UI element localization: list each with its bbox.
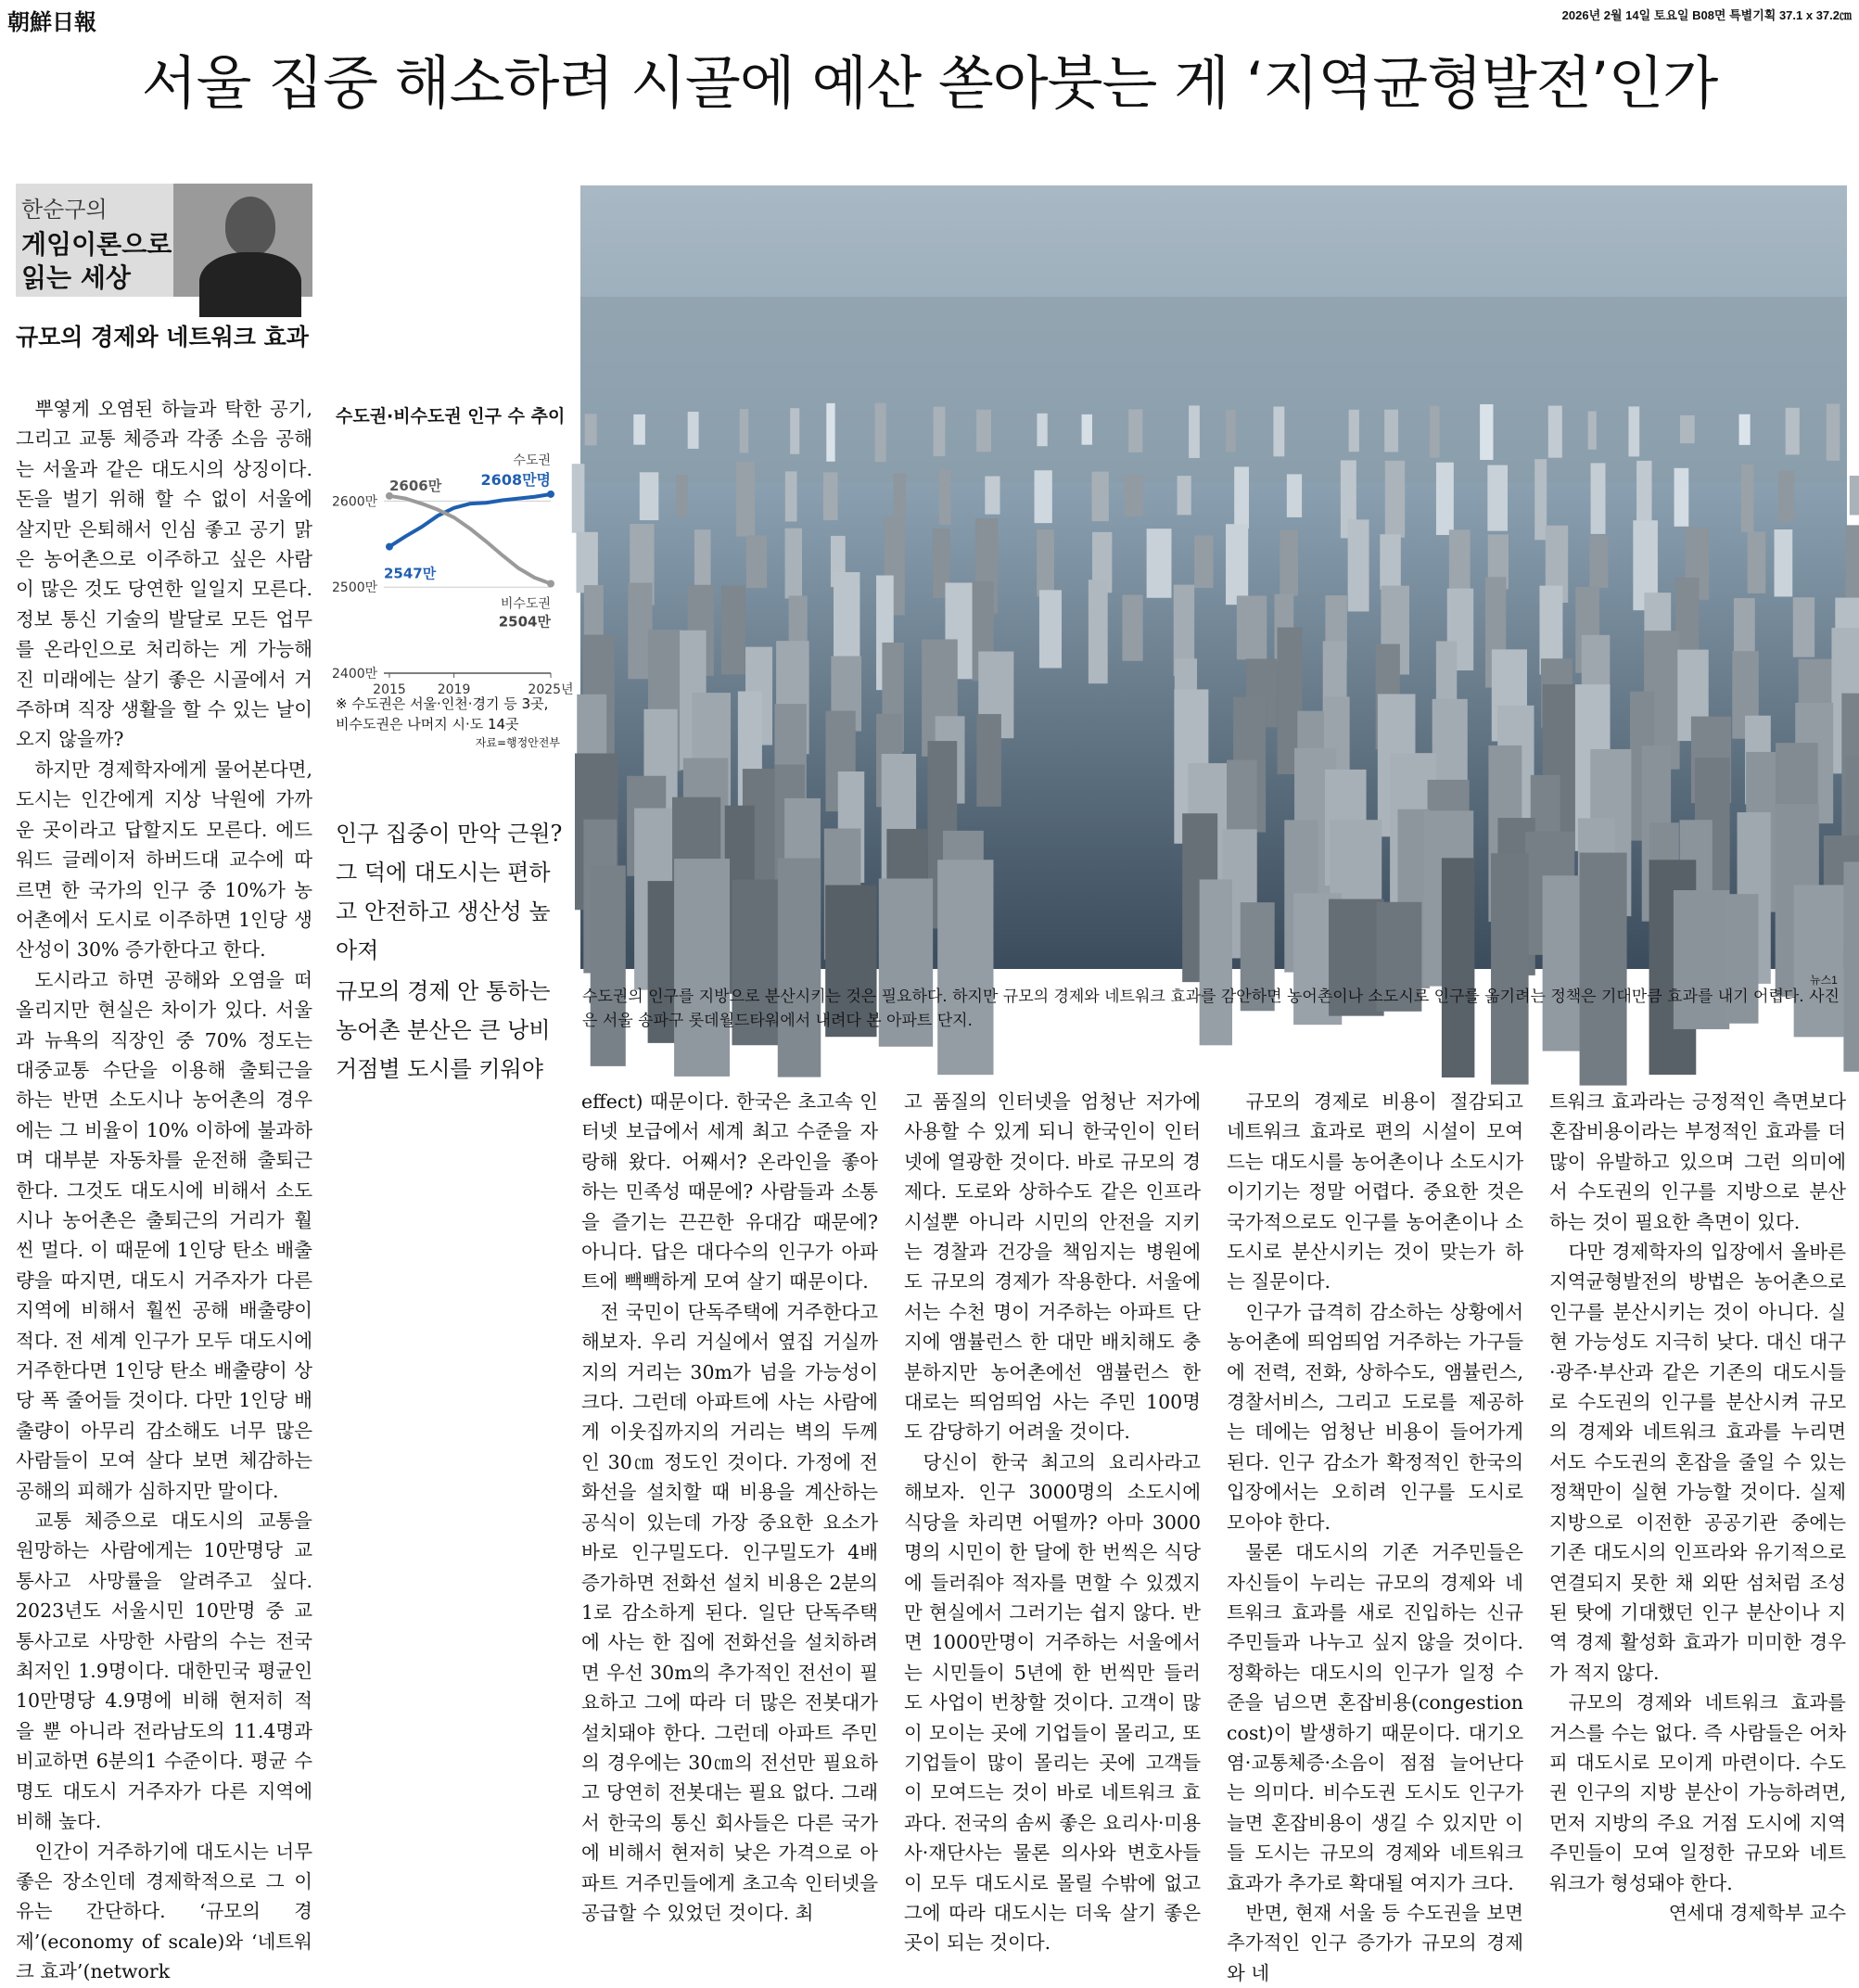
paragraph: 규모의 경제로 비용이 절감되고 네트워크 효과로 편의 시설이 모여드는 대도시를 농어촌이나 소도시가 이기기는 정말 어렵다. 중요한 것은 국가적으로도 인구를 농어촌이나 소도시로 분산시키는 것이 맞는가 하는 질문이다. [1227,1090,1523,1293]
paragraph: 전 국민이 단독주택에 거주한다고 해보자. 우리 거실에서 옆집 거실까지의 거리는 30m가 넘을 가능성이 크다. 그런데 아파트에 사는 사람에게 이웃집까지의 거리는 벽의 두께인 30㎝ 정도인 것이다. 가정에 전화선을 설치할 때 비용을 계산하는 공식이 있는데 가장 중요한 요소가 바로 인구밀도다. 인구밀도가 4배 증가하면 전화선 설치 비용은 2분의1로 감소하게 된다. 일단 단독주택에 사는 한 집에 전화선을 설치하려면 우선 30m의 추가적인 전선이 필요하고 그에 따라 더 많은 전봇대가 설치돼야 한다. 그런데 아파트 주민의 경우에는 30㎝의 전선만 필요하고 당연히 전봇대는 필요 없다. 그래서 한국의 통신 회사들은 다른 국가에 비해서 현저히 낮은 가격으로 아파트 거주민들에게 초고속 인터넷을 공급할 수 있었던 것이다. 최 [581,1300,878,1924]
photo-building [1548,406,1562,458]
photo-building [1442,858,1475,1077]
photo-building [1827,403,1840,460]
subheading: 규모의 경제와 네트워크 효과 [16,324,309,350]
photo-building [1280,530,1298,596]
photo-building [1850,476,1859,515]
chart-note: ※ 수도권은 서울·인천·경기 등 3곳, 비수도권은 나머지 시·도 14곳 [336,695,549,733]
paragraph: effect) 때문이다. 한국은 초고속 인터넷 보급에서 세계 최고 수준을 자랑해 왔다. 어째서? 온라인을 좋아하는 민족성 때문에? 사람들과 소통을 즐기는 끈끈한 유대감 때문에? 아니다. 답은 대다수의 인구가 아파트에 빽빽하게 모여 살기 때문이다. [581,1090,878,1293]
photo-building [1741,465,1754,532]
pull-quote-1: 인구 집중이 만악 근원? 그 덕에 대도시는 편하고 안전하고 생산성 높아져 [336,821,563,963]
photo-building [1384,410,1398,452]
paragraph: 반면, 현재 서울 등 수도권을 보면 추가적인 인구 증가가 규모의 경제와 네 [1227,1901,1523,1984]
photo-building [1589,535,1608,588]
paragraph: 규모의 경제와 네트워크 효과를 거스를 수는 없다. 즉 사람들은 어차피 대도시로 모이게 마련이다. 수도권 인구의 지방 분산이 가능하려면, 먼저 지방의 주요 거점 도시에 지역 주민들이 모여 일정한 규모와 네트워크가 형성돼야 한다. [1549,1691,1846,1894]
photo-building [1680,415,1695,443]
chart-title: 수도권·비수도권 인구 수 추이 [336,406,566,427]
photo-building [1273,406,1284,456]
photo-building [785,471,797,521]
photo-building [1194,535,1213,588]
data-label: 2606만 [389,477,442,494]
photo-building [1786,408,1800,455]
paragraph: 인구가 급격히 감소하는 상황에서 농어촌에 띄엄띄엄 거주하는 가구들에 전력, 전화, 상하수도, 앰뷸런스, 경찰서비스, 그리고 도로를 제공하는 데에는 엄청난 비용이 들어가게 된다. 인구 감소가 확정적인 한국의 입장에서는 오히려 인구를 도시로 모아야 한다. [1227,1300,1523,1534]
series-line-1: 한순구의 [21,197,108,223]
photo-building [1580,853,1627,1086]
series-badge [16,184,312,297]
photo-caption: 수도권의 인구를 지방으로 분산시키는 것은 필요하다. 하지만 규모의 경제와 네트워크 효과를 감안하면 농어촌이나 소도시로 인구를 옮기려는 정책은 기대만큼 효과를 내기 어렵다. 사진은 서울 송파구 롯데월드타워에서 내려다 본 아파트 단지. [582,988,1840,1030]
photo-building [1178,476,1191,515]
photo-building [591,865,626,1065]
paragraph: 하지만 경제학자에게 물어본다면, 도시는 인간에게 지상 낙원에 가까운 곳이라고 답할지도 모른다. 에드워드 글레이저 하버드대 교수에 따르면 한 국가의 인구 중 10%가 농어촌에서 도시로 이주하면 1인당 생산성이 30% 증가한다고 한다. [16,758,312,962]
chart-source: 자료=행정안전부 [475,736,560,749]
series-line-3: 읽는 세상 [21,262,131,293]
headline: 서울 집중 해소하려 시골에 예산 쏟아붓는 게 ‘지역균형발전’인가 [141,49,1718,117]
photo-building [1734,598,1755,656]
x-tick-label: 2025년 [528,682,574,697]
y-tick-label: 2400만 [332,667,378,682]
y-tick-label: 2600만 [332,494,378,510]
photo-building [937,860,993,1075]
data-point [547,491,554,498]
photo-building [585,414,597,445]
photo-building [572,464,585,532]
data-label: 2608만명 [480,470,551,489]
photo-building [1089,580,1108,683]
data-point [386,543,393,551]
photo-building [1039,590,1062,668]
photo-building [736,462,755,537]
photo-building [1793,597,1814,657]
author-portrait [173,184,312,297]
series-name-label: 비수도권 [500,596,551,612]
series-name-label: 수도권 [513,452,551,468]
column-5 [1549,1087,1846,1928]
paragraph: 뿌옇게 오염된 하늘과 탁한 공기, 그리고 교통 체증과 각종 소음 공해는 서울과 같은 대도시의 상징이다. 돈을 벌기 위해 할 수 없이 서울에 살지만 은퇴해서 인심 좋고 공기 맑은 농어촌으로 이주하고 싶은 사람이 많은 것도 당연한 일일지 모른다. 정보 통신 기술의 발달로 모든 업무를 온라인으로 처리하는 게 가능해진 미래에는 살기 좋은 시골에서 거주하며 직장 생활을 할 수 있는 날이 오지 않을까? [16,398,312,751]
photo-building [826,403,834,462]
photo-building [1436,463,1454,535]
photo-building [1843,861,1859,1071]
photo-building [1430,406,1440,458]
photo-building [785,529,802,599]
photo-building [740,409,749,452]
photo-building [1237,595,1267,659]
paragraph: 물론 대도시의 기존 거주민들은 자신들이 누리는 규모의 경제와 네트워크 효과를 새로 진입하는 신규 주민들과 나누고 싶지 않을 것이다. 정확하는 대도시의 인구가 일정 수준을 넘으면 혼잡비용(congestion cost)이 발생하기 때문이다. 대기오염·교통체증·소음이 점점 늘어난다는 의미다. 비수도권 도시도 인구가 늘면 혼잡비용이 생길 수 있지만 이들 도시는 규모의 경제와 네트워크 효과가 추가로 확대될 여지가 크다. [1227,1541,1523,1894]
photo-building [1491,853,1529,1084]
photo-building [1775,529,1793,596]
chart-plot [332,421,574,699]
photo-building [640,472,659,520]
photo-building [1748,531,1766,593]
photo-building [1380,534,1401,590]
photo-building [577,532,598,593]
photo-building [1147,529,1172,598]
author-byline: 연세대 경제학부 교수 [1668,1901,1846,1924]
photo-building [778,859,821,1077]
data-label: 2504만 [498,613,551,631]
x-tick-label: 2015 [373,682,406,697]
photo-building [823,472,838,520]
data-label: 2547만 [384,565,437,582]
aerial-photo [580,185,1847,969]
photo-building [790,408,799,454]
photo-building [674,859,730,1077]
photo-building [939,469,951,525]
photo-building [1534,459,1547,540]
series-line-2: 게임이론으로 [21,229,172,260]
photo-building [1124,475,1143,516]
photo-building [1385,461,1405,538]
column-1 [16,394,312,1987]
column-3 [904,1087,1201,1958]
photo-building [1234,466,1249,528]
paragraph: 다만 경제학자의 입장에서 올바른 지역균형발전의 방법은 농어촌으로 인구를 분산시키는 것이 아니다. 실현 가능성도 지극히 낮다. 대신 대구·광주·부산과 같은 기존의 대도시들로 수도권의 인구를 분산시켜 규모의 경제와 네트워크 효과를 누리면서도 수도권의 혼잡을 줄일 수 있는 정책만이 실현 가능할 것이다. 실제 지방으로 이전한 공공기관 중에는 기존 대도시의 인프라와 유기적으로 연결되지 못한 채 외딴 섬처럼 조성된 탓에 기대했던 인구 분산이나 지역 경제 활성화 효과가 미미한 경우가 적지 않다. [1549,1241,1846,1684]
photo-building [1287,474,1302,517]
photo-building [1591,463,1606,534]
photo-building [894,474,907,519]
photo-building [1128,409,1142,452]
paragraph: 인간이 거주하기에 대도시는 너무 좋은 장소인데 경제학적으로 그 이유는 간단하다. ‘규모의 경제’(economy of scale)와 ‘네트워크 효과’(network [16,1840,312,1983]
paragraph: 고 품질의 인터넷을 엄청난 저가에 사용할 수 있게 되니 한국인이 인터넷에 열광한 것이다. 바로 규모의 경제다. 도로와 상하수도 같은 인프라 시설뿐 아니라 시민의 안전을 지키는 경찰과 건강을 책임지는 병원에도 규모의 경제가 작용한다. 서울에서는 수천 명이 거주하는 아파트 단지에 앰뷸런스 한 대만 배치해도 충분하지만 농어촌에선 앰뷸런스 한 대로는 띄엄띄엄 사는 주민 100명도 감당하기 어려울 것이다. [904,1090,1201,1444]
photo-building [1480,404,1493,460]
photo-building [688,412,699,449]
population-chart [332,399,574,758]
photo-building [1226,524,1248,605]
photo-building [1449,529,1471,596]
photo-building [1226,410,1236,452]
photo-building [1122,594,1142,660]
pull-quote-2: 규모의 경제 안 통하는 농어촌 분산은 큰 낭비 거점별 도시를 키워야 [336,978,551,1082]
photo-building [985,477,1000,515]
photo-building [676,475,688,516]
column-4 [1227,1087,1523,1988]
photo-building [1189,405,1200,458]
paragraph: 도시라고 하면 공해와 오염을 떠올리지만 현실은 차이가 있다. 서울과 뉴욕의 직장인 중 70% 정도는 대중교통 수단을 이용해 출퇴근을 하는 반면 소도시나 농어촌의 경우에는 그 비율이 10% 이하에 불과하며 대부분 자동차를 운전해 출퇴근한다. 그것도 대도시에 비해서 소도시나 농어촌은 출퇴근의 거리가 훨씬 멀다. 이 때문에 1인당 탄소 배출량을 따지면, 대도시 거주자가 다른 지역에 비해서 훨씬 공해 배출량이 적다. 전 세계 인구가 모두 대도시에 거주한다면 1인당 탄소 배출량이 상당 폭 줄어들 것이다. 다만 1인당 배출량이 아무리 감소해도 너무 많은 사람들이 모여 살다 보면 체감하는 공해의 피해가 심하지만 말이다. [16,968,312,1502]
photo-building [1739,414,1751,445]
photo-building [934,407,946,457]
column-2 [581,1087,878,1928]
photo-building [1092,472,1109,522]
page-info: 2026년 2월 14일 토요일 B08면 특별기획 37.1 x 37.2㎝ [1561,8,1852,22]
photo-building [1035,470,1052,523]
photo-building [1628,406,1639,456]
photo-building [1588,411,1597,449]
data-point [547,580,554,587]
photo-building [1349,410,1359,452]
photo-building [1778,471,1794,523]
photo-credit: 뉴스1 [1810,974,1838,987]
photo-building [1037,414,1047,446]
paragraph: 트워크 효과라는 긍정적인 측면보다 혼잡비용이라는 부정적인 효과를 더 많이 유발하고 있으며 그런 의미에서 수도권의 인구를 지방으로 분산하는 것이 필요한 측면이 있다. [1549,1090,1846,1233]
masthead-logo: 朝鮮日報 [7,8,96,35]
photo-building [1487,465,1508,531]
photo-building [1845,525,1859,603]
photo-building [1348,519,1369,611]
y-tick-label: 2500만 [332,580,378,596]
photo-building [746,535,767,588]
paragraph: 교통 체증으로 대도시의 교통을 원망하는 사람에게는 10만명당 교통사고 사망률을 알려주고 싶다. 2023년도 서울시민 10만명 중 교통사고로 사망한 사람의 수는 전국 최저인 1.9명이다. 대한민국 평균인 10만명당 4.9명에 비해 현저히 적을 뿐 아니라 전라남도의 11.4명과 비교하면 6분의1 수준이다. 평균 수명도 대도시 거주자가 다른 지역에 비해 높다. [16,1510,312,1833]
photo-building [721,586,745,675]
x-tick-label: 2019 [437,682,471,697]
photo-building [1674,468,1689,527]
photo-building [875,403,886,462]
photo-building [976,410,991,452]
paragraph: 당신이 한국 최고의 요리사라고 해보자. 인구 3000명의 소도시에 식당을 차리면 어떨까? 아마 3000명의 시민이 한 달에 한 번씩은 식당에 들러줘야 적자를 면할 수 있겠지만 현실에서 그러기는 쉽지 않다. 반면 1000만명이 거주하는 서울에서는 시민들이 5년에 한 번씩만 들러도 사업이 번창할 것이다. 고객이 많이 모이는 곳에 기업들이 몰리고, 또 기업들이 많이 몰리는 곳에 고객들이 모여드는 것이 바로 네트워크 효과다. 전국의 솜씨 좋은 요리사·미용사·재단사는 물론 의사와 변호사들이 모두 대도시로 몰릴 수밖에 없고 그에 따라 대도시는 더욱 살기 좋은 곳이 되는 것이다. [904,1450,1201,1955]
photo-building [1037,529,1054,596]
photo-building [976,714,1001,807]
photo-building [633,414,645,445]
photo-building [1082,414,1092,445]
